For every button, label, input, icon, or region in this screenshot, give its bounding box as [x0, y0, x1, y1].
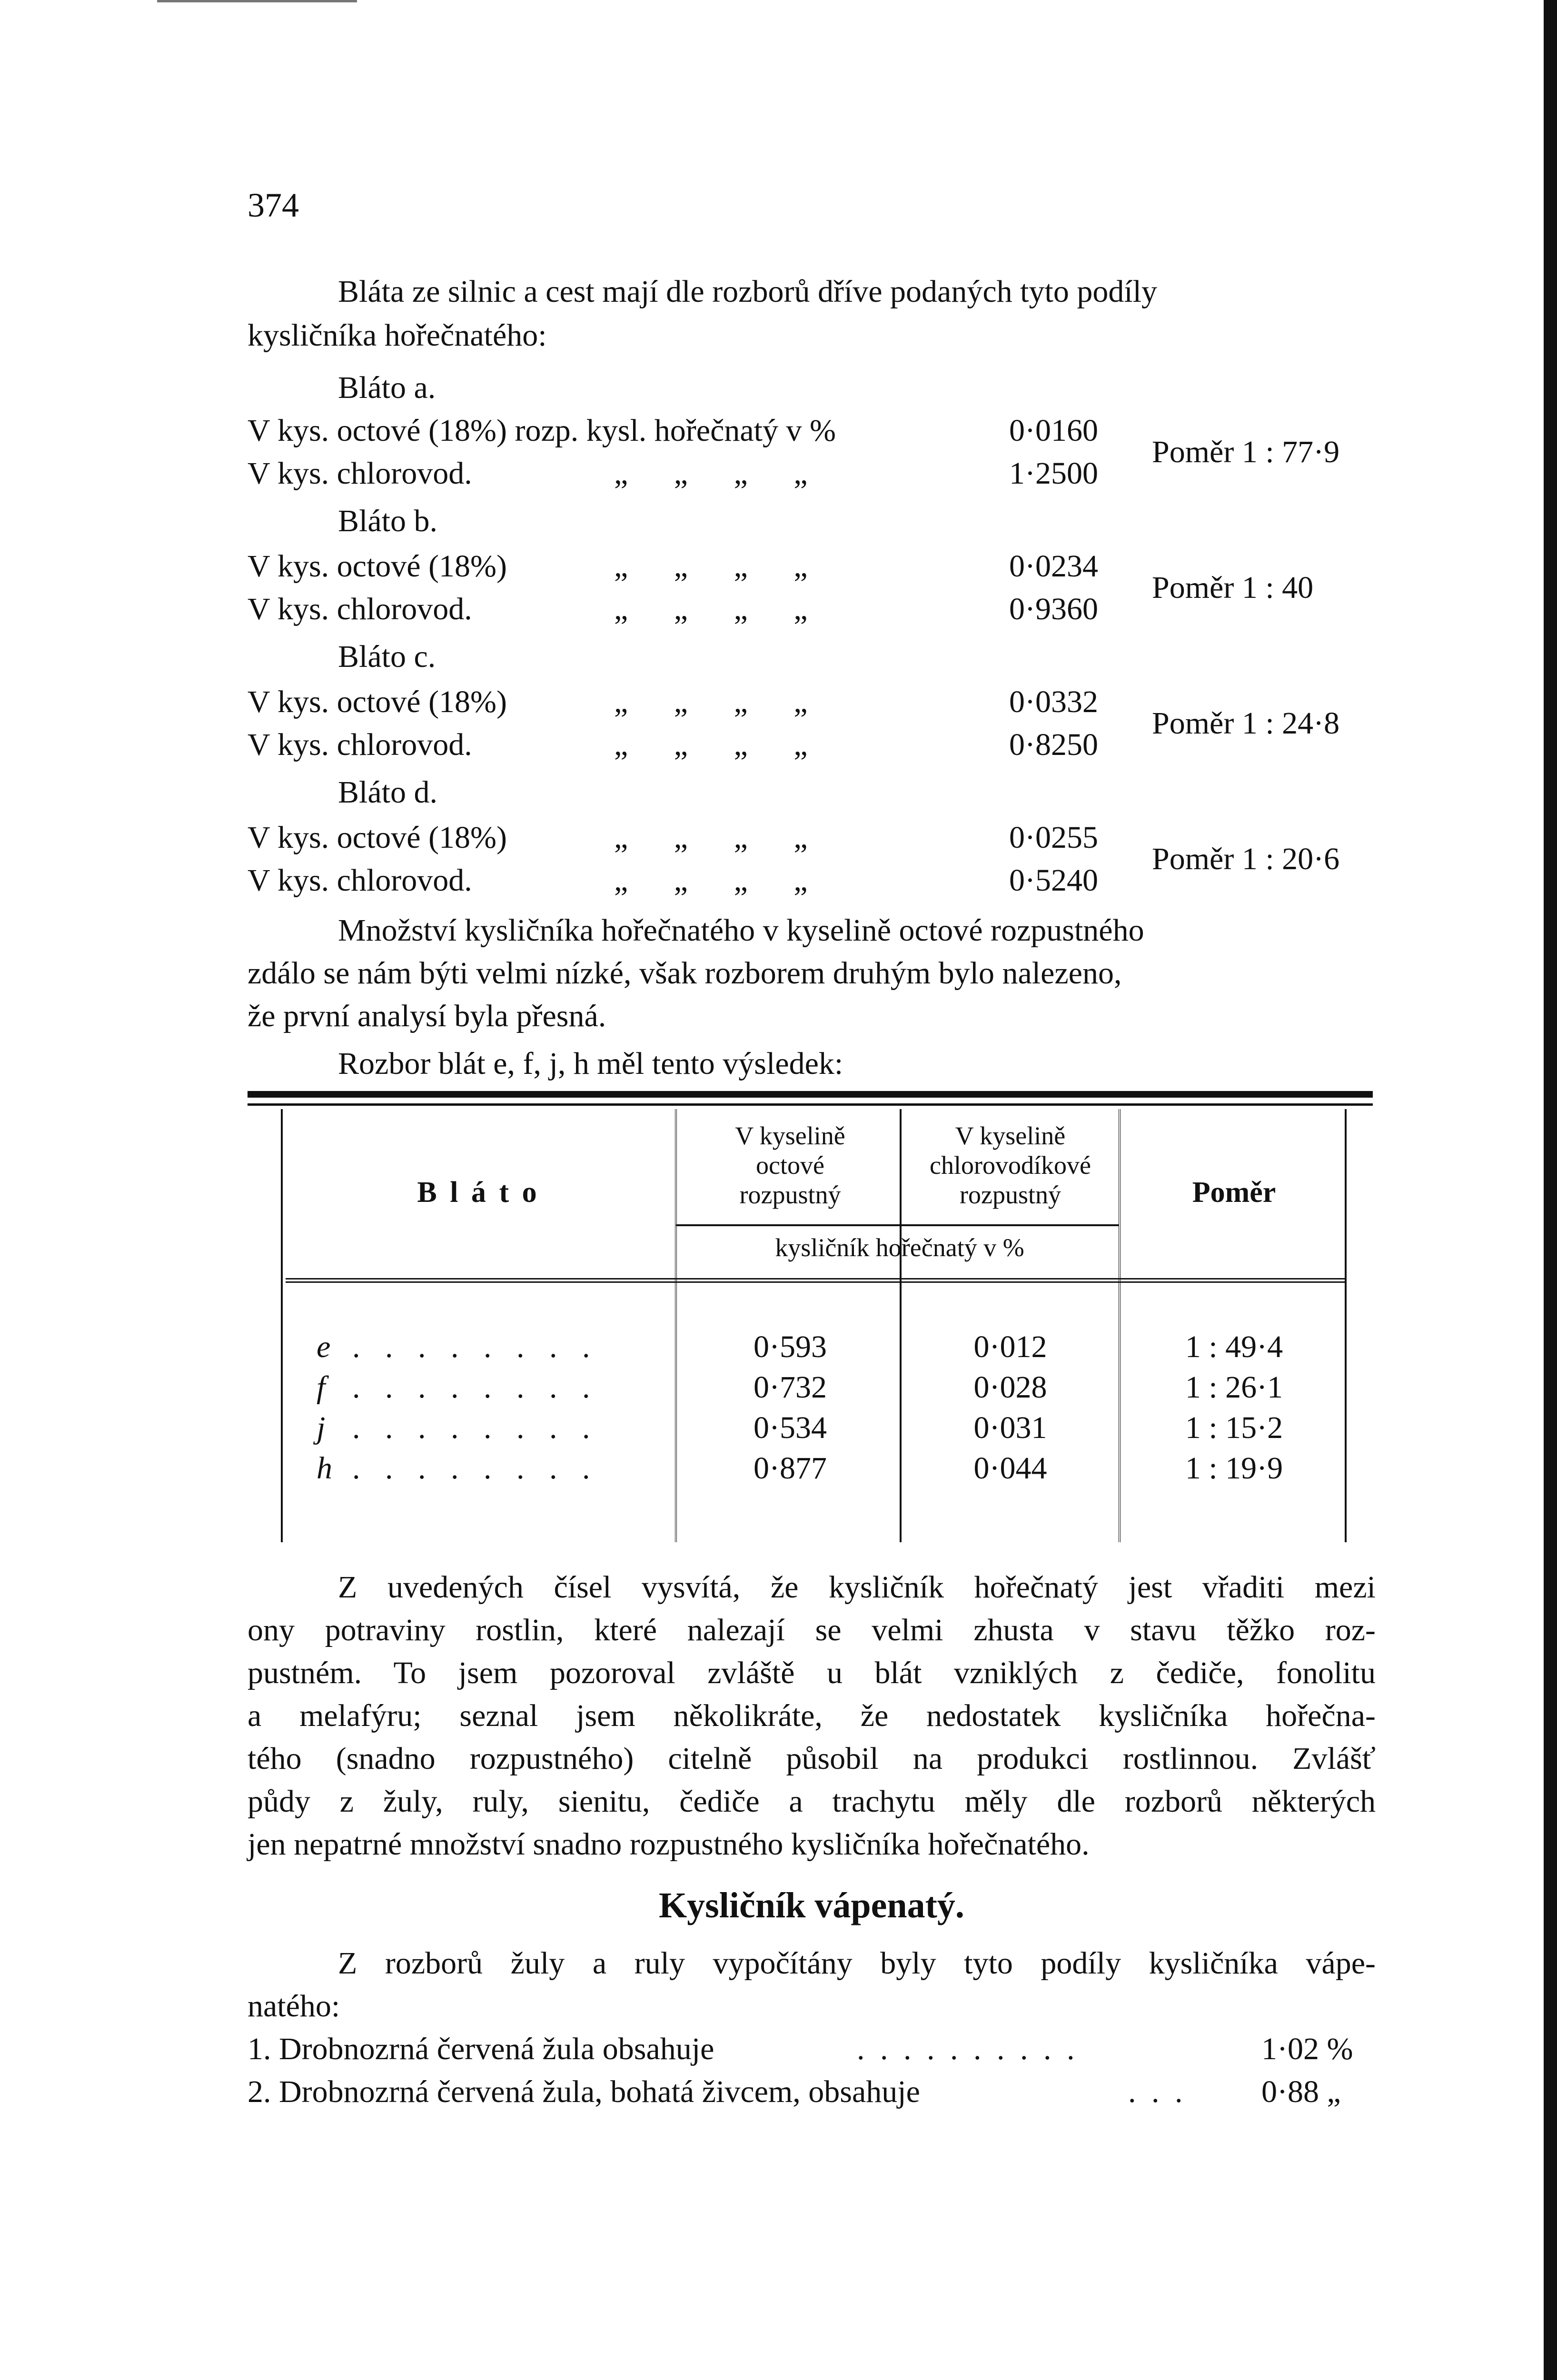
table-row-h-octove: 0·877 [754, 1451, 827, 1486]
sample-a-row1-value: 0·0160 [1009, 413, 1098, 448]
table-row-j-pomer: 1 : 15·2 [1185, 1410, 1283, 1445]
sample-d-row2-ditto: „ „ „ „ [614, 863, 808, 898]
scan-top-mark [157, 0, 357, 17]
para2-line-6: půdy z žuly, ruly, sienitu, čediče a trachytu měly dle rozborů některých [248, 1784, 1376, 1819]
sample-c-label: Bláto c. [338, 639, 436, 674]
header-chlor-line: chlorovodíkové [930, 1151, 1091, 1180]
table-row-j-name: j [317, 1410, 326, 1445]
header-chlor-line: rozpustný [960, 1180, 1061, 1209]
table-header-chlor [902, 1121, 1119, 1210]
sample-b-row1-name: V kys. octové (18%) [248, 549, 507, 584]
sample-a-row2-value: 1·2500 [1009, 456, 1098, 491]
sample-b-row2-name: V kys. chlorovod. [248, 592, 472, 626]
table-row-e-name: e [317, 1329, 331, 1364]
para2-line-1: Z uvedených čísel vysvítá, že kysličník hořečnatý jest vřaditi mezi [338, 1570, 1376, 1605]
list-item-1-value: 1·02 % [1261, 2032, 1353, 2066]
table-header-pomer: Poměr [1192, 1176, 1276, 1209]
table-row-leader: . . . . . . . . [352, 1451, 599, 1486]
sample-d-row2-value: 0·5240 [1009, 863, 1098, 898]
para3-line-2: natého: [248, 1989, 340, 2023]
sample-a-row1-name: V kys. octové (18%) rozp. kysl. hořečnatý v % [248, 413, 836, 448]
sample-b-row2-ditto: „ „ „ „ [614, 592, 808, 626]
header-octove-line: V kyselině [735, 1121, 845, 1150]
sample-a-row2-name: V kys. chlorovod. [248, 456, 472, 491]
sample-c-row2-name: V kys. chlorovod. [248, 727, 472, 762]
scan-page-edge [1544, 0, 1557, 2380]
table-col-line [900, 1109, 902, 1542]
sample-b-label: Bláto b. [338, 504, 437, 538]
sample-a-label: Bláto a. [338, 370, 436, 405]
sample-b-row1-value: 0·0234 [1009, 549, 1098, 584]
para2-line-7: jen nepatrné množství snadno rozpustného kysličníka hořečnatého. [248, 1827, 1090, 1862]
sample-d-row2-name: V kys. chlorovod. [248, 863, 472, 898]
list-item-2-value: 0·88 „ [1261, 2074, 1341, 2109]
table-col-line [1119, 1109, 1123, 1542]
list-item-1-text: 1. Drobnozrná červená žula obsahuje [248, 2032, 714, 2066]
sample-b-ratio: Poměr 1 : 40 [1152, 570, 1314, 605]
sample-c-row1-value: 0·0332 [1009, 684, 1098, 719]
section-title: Kysličník vápenatý. [659, 1885, 964, 1925]
intro-line-1: Bláta ze silnic a cest mají dle rozborů dříve podaných tyto podíly [338, 274, 1157, 309]
sample-d-ratio: Poměr 1 : 20·6 [1152, 842, 1340, 876]
table-row-f-octove: 0·732 [754, 1370, 827, 1405]
page-number: 374 [248, 186, 299, 224]
sample-c-row2-value: 0·8250 [1009, 727, 1098, 762]
sample-d-row1-ditto: „ „ „ „ [614, 820, 808, 855]
para2-line-2: ony potraviny rostlin, které nalezají se velmi zhusta v stavu těžko roz- [248, 1613, 1376, 1647]
table-row-h-name: h [317, 1451, 332, 1486]
table-row-f-name: f [317, 1370, 326, 1405]
table-row-j-chlor: 0·031 [973, 1410, 1047, 1445]
table-top-rule [248, 1091, 1373, 1098]
table-row-leader: . . . . . . . . [352, 1410, 599, 1445]
header-octove-line: rozpustný [739, 1180, 841, 1209]
para2-line-3: pustném. To jsem pozoroval zvláště u blát vzniklých z čediče, fonolitu [248, 1656, 1376, 1690]
table-col-line [1345, 1109, 1347, 1542]
table-top-rule-thin [248, 1103, 1373, 1106]
sample-d-row1-value: 0·0255 [1009, 820, 1098, 855]
table-row-h-chlor: 0·044 [973, 1451, 1047, 1486]
table-row-h-pomer: 1 : 19·9 [1185, 1451, 1283, 1486]
header-octove-line: octové [756, 1151, 824, 1180]
sample-d-row1-name: V kys. octové (18%) [248, 820, 507, 855]
table-row-leader: . . . . . . . . [352, 1370, 599, 1405]
sample-b-row1-ditto: „ „ „ „ [614, 549, 808, 584]
sample-c-row2-ditto: „ „ „ „ [614, 727, 808, 762]
header-chlor-line: V kyselině [955, 1121, 1066, 1150]
table-row-f-chlor: 0·028 [973, 1370, 1047, 1405]
sample-d-label: Bláto d. [338, 775, 437, 810]
para1-line-1: Množství kysličníka hořečnatého v kyselině octové rozpustného [338, 913, 1144, 948]
sample-a-row2-ditto: „ „ „ „ [614, 456, 808, 491]
list-item-2-text: 2. Drobnozrná červená žula, bohatá živcem, obsahuje [248, 2074, 920, 2109]
table-header-blato: B l á t o [417, 1176, 540, 1209]
table-row-e-octove: 0·593 [754, 1329, 827, 1364]
table-subheader: kysličník hořečnatý v % [775, 1233, 1024, 1262]
table-row-f-pomer: 1 : 26·1 [1185, 1370, 1283, 1405]
intro-line-2: kysličníka hořečnatého: [248, 318, 547, 353]
table-row-e-chlor: 0·012 [973, 1329, 1047, 1364]
table-subheader-rule [676, 1224, 1119, 1226]
sample-c-ratio: Poměr 1 : 24·8 [1152, 706, 1340, 741]
para1-line-3: že první analysí byla přesná. [248, 999, 606, 1033]
list-item-2-dots: . . . [1128, 2074, 1187, 2109]
sample-b-row2-value: 0·9360 [1009, 592, 1098, 626]
table-row-leader: . . . . . . . . [352, 1329, 599, 1364]
sample-a-ratio: Poměr 1 : 77·9 [1152, 435, 1340, 469]
para2-line-5: tého (snadno rozpustného) citelně působil na produkci rostlinnou. Zvlášť [248, 1741, 1376, 1776]
table-col-line [281, 1109, 283, 1542]
para3-line-1: Z rozborů žuly a ruly vypočítány byly tyto podíly kysličníka vápe- [338, 1946, 1376, 1981]
table-col-line [675, 1109, 680, 1542]
sample-c-row1-name: V kys. octové (18%) [248, 684, 507, 719]
table-row-j-octove: 0·534 [754, 1410, 827, 1445]
table-intro: Rozbor blát e, f, j, h měl tento výsledek: [338, 1046, 843, 1081]
table-header-rule [286, 1278, 1345, 1283]
list-item-1-dots: . . . . . . . . . . [857, 2032, 1079, 2066]
para1-line-2: zdálo se nám býti velmi nízké, však rozborem druhým bylo nalezeno, [248, 956, 1122, 991]
sample-c-row1-ditto: „ „ „ „ [614, 684, 808, 719]
table-row-e-pomer: 1 : 49·4 [1185, 1329, 1283, 1364]
table-header-octove [681, 1121, 900, 1210]
para2-line-4: a melafýru; seznal jsem několikráte, že nedostatek kysličníka hořečna- [248, 1698, 1376, 1733]
